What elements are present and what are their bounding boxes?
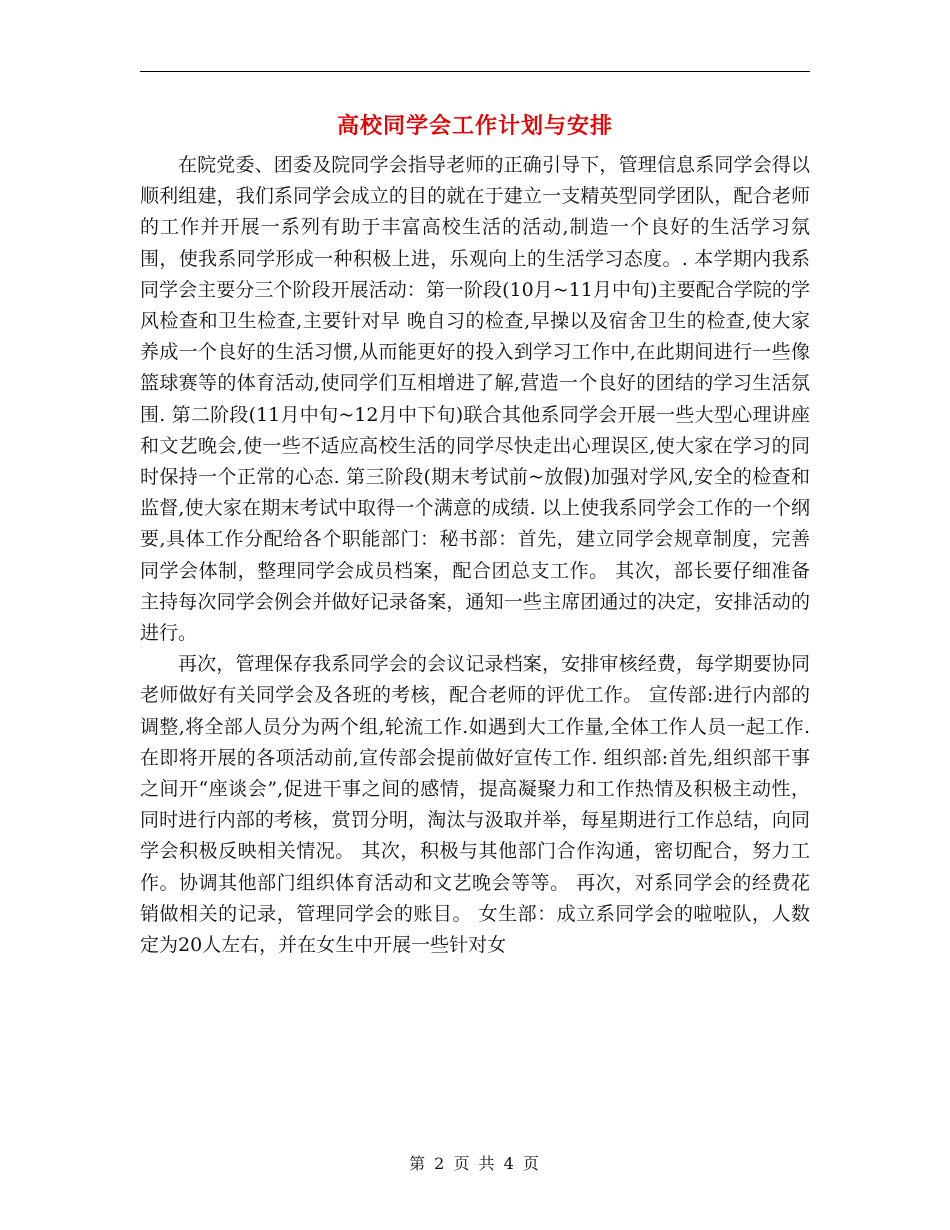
paragraph-2: 再次，管理保存我系同学会的会议记录档案，安排审核经费，每学期要协同老师做好有关同学会及各班的考核，配合老师的评优工作。 宣传部:进行内部的调整,将全部人员分为两个组,轮流工作.如遇到大工作量,全体工作人员一起工作.在即将开展的各项活动前,宣传部会提前做好宣传工作. 组织部:首先,组织部干事之间开“座谈会”,促进干事之间的感情，提高凝聚力和工作热情及积极主动性，同时进行内部的考核，赏罚分明，淘汰与汲取并举，每星期进行工作总结，向同学会积极反映相关情况。 其次，积极与其他部门合作沟通，密切配合，努力工作。协调其他部门组织体育活动和文艺晚会等等。 再次，对系同学会的经费花销做相关的记录，管理同学会的账目。 女生部：成立系同学会的啦啦队，人数定为20人左右，并在女生中开展一些针对女 xyxy=(140,653,810,957)
header-rule xyxy=(140,71,810,72)
page-number-footer: 第 2 页 共 4 页 xyxy=(409,1154,541,1173)
document-title: 高校同学会工作计划与安排 xyxy=(336,113,613,139)
document-body xyxy=(140,150,810,961)
paragraph-1: 在院党委、团委及院同学会指导老师的正确引导下，管理信息系同学会得以顺利组建，我们系同学会成立的目的就在于建立一支精英型同学团队，配合老师的工作并开展一系列有助于丰富高校生活的活动,制造一个良好的生活学习氛围，使我系同学形成一种积极上进，乐观向上的生活学习态度。. 本学期内我系同学会主要分三个阶段开展活动：第一阶段(10月~11月中旬)主要配合学院的学风检查和卫生检查,主要针对早 晚自习的检查,早操以及宿舍卫生的检查,使大家养成一个良好的生活习惯,从而能更好的投入到学习工作中,在此期间进行一些像篮球赛等的体育活动,使同学们互相增进了解,营造一个良好的团结的学习生活氛围. 第二阶段(11月中旬~12月中下旬)联合其他系同学会开展一些大型心理讲座和文艺晚会,使一些不适应高校生活的同学尽快走出心理误区,使大家在学习的同时保持一个正常的心态. 第三阶段(期末考试前~放假)加强对学风,安全的检查和监督,使大家在期末考试中取得一个满意的成绩. 以上使我系同学会工作的一个纲要,具体工作分配给各个职能部门：秘书部：首先，建立同学会规章制度，完善同学会体制，整理同学会成员档案，配合团总支工作。 其次，部长要仔细准备主持每次同学会例会并做好记录备案，通知一些主席团通过的决定，安排活动的进行。 xyxy=(140,154,810,645)
